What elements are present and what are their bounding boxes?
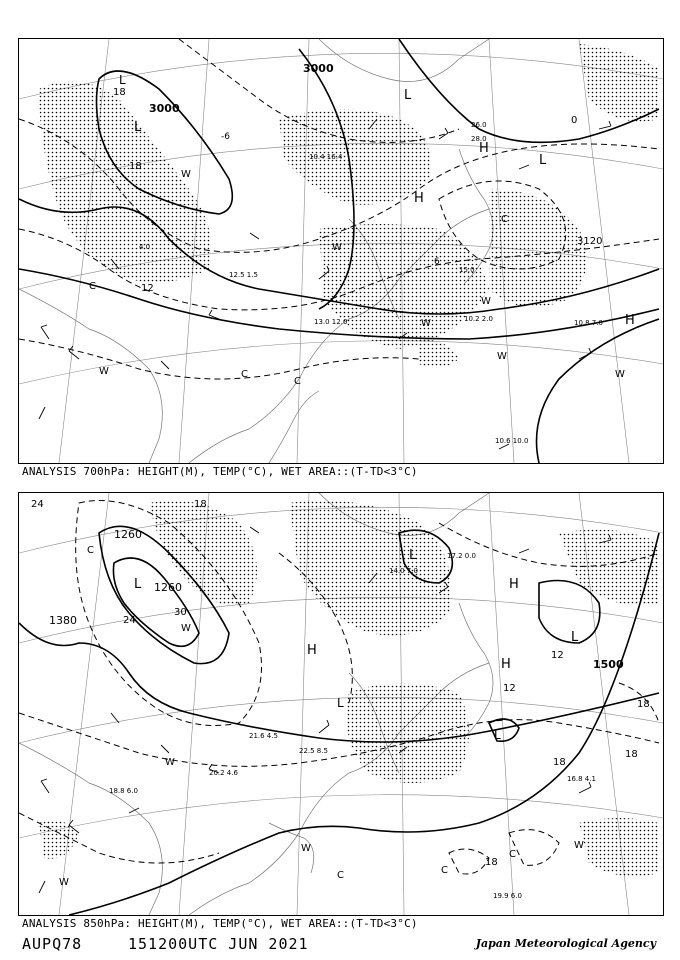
station-plot: 4.0 bbox=[139, 243, 151, 251]
contour-label: 1260 bbox=[154, 581, 182, 594]
isotherm-label: 12 bbox=[551, 650, 564, 661]
temp-center-label: W bbox=[497, 351, 507, 362]
contour-label: 1500 bbox=[593, 658, 624, 671]
temp-center-label: C bbox=[87, 545, 94, 556]
isotherm-label: 30 bbox=[174, 607, 187, 618]
station-plot: 10.4 16.4 bbox=[309, 153, 343, 161]
pressure-center-label: L bbox=[134, 577, 142, 592]
station-plot: 16.8 4.1 bbox=[567, 775, 596, 783]
pressure-center-label: H bbox=[501, 657, 511, 672]
pressure-center-label: L bbox=[494, 728, 501, 742]
station-plot: 26.0 bbox=[471, 121, 487, 129]
station-plot: 10.2 2.0 bbox=[464, 315, 493, 323]
wet-areas bbox=[39, 501, 659, 877]
station-plot: 21.6 4.5 bbox=[249, 732, 278, 740]
station-plot: 13.0 12.0 bbox=[314, 318, 348, 326]
isotherm-label: 18 bbox=[625, 749, 638, 760]
isotherm-label: 0 bbox=[571, 115, 578, 126]
isotherm-label: 6 bbox=[434, 257, 440, 267]
panel-caption-700hpa: ANALYSIS 700hPa: HEIGHT(M), TEMP(°C), WET AREA::(T-TD<3°C) bbox=[22, 465, 418, 478]
isotherm-label: 18 bbox=[485, 857, 498, 868]
station-plot: 10.6 10.0 bbox=[495, 437, 529, 445]
temp-center-label: C bbox=[294, 376, 301, 387]
temp-center-label: W bbox=[421, 318, 431, 329]
contour-label: 1380 bbox=[49, 614, 77, 627]
pressure-center-label: H bbox=[414, 191, 424, 206]
isotherm-label: 12 bbox=[503, 683, 516, 694]
station-plot: 20.2 4.6 bbox=[209, 769, 238, 777]
temp-center-label: W bbox=[574, 840, 584, 851]
agency-name: Japan Meteorological Agency bbox=[475, 937, 656, 950]
isotherm-label: 18 bbox=[129, 161, 142, 172]
isotherm-label: -6 bbox=[221, 132, 230, 142]
pressure-center-label: L bbox=[119, 73, 126, 87]
isotherm-label: 18 bbox=[553, 757, 566, 768]
temp-center-label: W bbox=[165, 757, 175, 768]
pressure-center-label: H bbox=[625, 313, 635, 328]
contour-label: 1260 bbox=[114, 528, 142, 541]
contour-label: 3120 bbox=[577, 236, 603, 247]
temp-center-label: W bbox=[481, 296, 491, 307]
temp-center-label: W bbox=[99, 366, 109, 377]
pressure-center-label: L bbox=[404, 88, 412, 103]
temp-center-label: W bbox=[181, 169, 191, 180]
wet-areas bbox=[39, 44, 659, 368]
temp-center-label: W bbox=[332, 242, 342, 253]
temp-center-label: W bbox=[615, 369, 625, 380]
map-panel-850hpa bbox=[18, 492, 664, 916]
isotherm-label: 24 bbox=[31, 499, 44, 510]
pressure-center-label: L bbox=[539, 153, 547, 168]
station-plot: 15.0 bbox=[459, 266, 475, 274]
temp-center-label: W bbox=[181, 623, 191, 634]
isotherm-label: 24 bbox=[123, 615, 136, 626]
temp-center-label: C bbox=[441, 865, 448, 876]
station-plot: 19.9 6.0 bbox=[493, 892, 522, 900]
chart-code: AUPQ78 bbox=[22, 935, 83, 953]
temp-center-label: C bbox=[501, 214, 508, 225]
temp-center-label: C bbox=[509, 849, 516, 860]
pressure-center-label: L bbox=[134, 120, 142, 135]
isotherm-label: 18 bbox=[194, 499, 207, 510]
map-700hpa bbox=[19, 39, 663, 463]
isotherm-label: 12 bbox=[141, 283, 154, 294]
map-850hpa bbox=[19, 493, 663, 915]
station-plot: 14.0 7.0 bbox=[389, 567, 418, 575]
station-plot: 10.8 7.0 bbox=[574, 319, 603, 327]
pressure-center-label: L bbox=[337, 696, 344, 710]
isotherm-label: 18 bbox=[637, 699, 650, 710]
station-plot: 28.0 bbox=[471, 135, 487, 143]
temp-center-label: W bbox=[301, 843, 311, 854]
temp-center-label: W bbox=[59, 877, 69, 888]
station-plot: 22.5 8.5 bbox=[299, 747, 328, 755]
temp-center-label: C bbox=[89, 281, 96, 292]
panel-caption-850hpa: ANALYSIS 850hPa: HEIGHT(M), TEMP(°C), WET AREA::(T-TD<3°C) bbox=[22, 917, 418, 930]
station-plot: 12.5 1.5 bbox=[229, 271, 258, 279]
temp-center-label: C bbox=[241, 369, 248, 380]
isotherm-label: 18 bbox=[113, 87, 126, 98]
pressure-center-label: H bbox=[479, 141, 489, 156]
contour-label: 3000 bbox=[303, 62, 334, 75]
station-plot: 18.8 6.0 bbox=[109, 787, 138, 795]
valid-time: 151200UTC JUN 2021 bbox=[128, 935, 309, 953]
pressure-center-label: H bbox=[509, 577, 519, 592]
pressure-center-label: L bbox=[409, 548, 417, 563]
contour-label: 3000 bbox=[149, 102, 180, 115]
pressure-center-label: H bbox=[307, 643, 317, 658]
temp-center-label: C bbox=[337, 870, 344, 881]
station-plot: 17.2 0.0 bbox=[447, 552, 476, 560]
map-panel-700hpa bbox=[18, 38, 664, 464]
pressure-center-label: L bbox=[571, 630, 579, 645]
